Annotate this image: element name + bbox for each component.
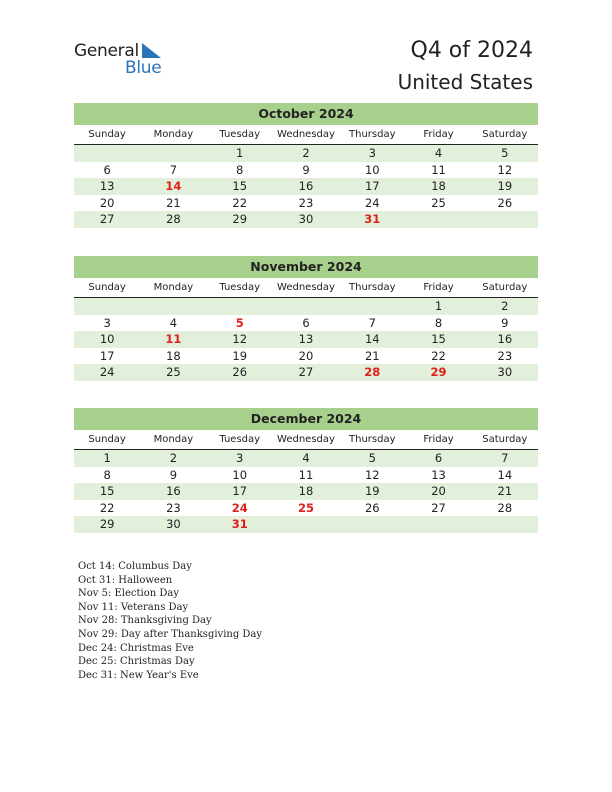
logo-triangle-icon [142, 43, 162, 59]
weekday-label: Sunday [88, 129, 126, 140]
month-title: December 2024 [74, 408, 538, 430]
day-cell: 21 [364, 348, 380, 363]
holiday-day-cell: 31 [364, 212, 381, 226]
holiday-list-item: Nov 5: Election Day [78, 588, 180, 600]
day-cell: 27 [99, 212, 115, 226]
day-cell: 11 [431, 162, 446, 177]
day-cell [339, 298, 405, 315]
weekday-label: Thursday [349, 434, 396, 445]
day-cell: 18 [166, 348, 181, 363]
day-cell: 17 [99, 348, 115, 363]
day-cell: 7 [501, 451, 509, 465]
day-cell: 22 [99, 500, 115, 515]
day-cell: 24 [99, 365, 115, 379]
holiday-day-cell: 5 [235, 315, 244, 330]
holiday-day-cell: 29 [430, 365, 447, 379]
holiday-day-cell: 14 [165, 179, 182, 193]
weekday-header-row [74, 127, 538, 145]
day-cell: 11 [298, 467, 314, 482]
day-cell: 20 [99, 195, 115, 210]
day-cell: 12 [497, 162, 513, 177]
day-cell: 15 [99, 484, 115, 498]
day-cell: 20 [431, 484, 446, 498]
day-cell: 28 [166, 212, 181, 226]
week-row [74, 467, 538, 484]
weekday-label: Wednesday [277, 129, 335, 140]
day-cell [140, 145, 206, 162]
holiday-list-item: Nov 29: Day after Thanksgiving Day [78, 628, 263, 640]
day-cell: 2 [169, 451, 178, 465]
weekday-label: Saturday [482, 434, 528, 445]
day-cell: 5 [501, 146, 509, 160]
weekday-label: Friday [423, 282, 454, 293]
day-cell: 23 [166, 500, 181, 515]
month-title: October 2024 [74, 103, 538, 125]
week-row [74, 516, 538, 533]
day-cell: 19 [497, 179, 513, 193]
day-cell: 29 [99, 517, 115, 531]
day-cell: 4 [169, 315, 178, 330]
week-row [74, 298, 538, 315]
day-cell: 3 [103, 315, 111, 330]
day-cell: 29 [232, 212, 248, 226]
day-cell: 20 [298, 348, 314, 363]
day-cell: 26 [232, 365, 248, 379]
day-cell: 21 [166, 195, 181, 210]
day-cell: 13 [298, 332, 314, 346]
holiday-list-item: Dec 24: Christmas Eve [78, 642, 194, 654]
weekday-header-row [74, 432, 538, 450]
day-cell: 6 [302, 315, 310, 330]
day-cell: 1 [434, 299, 443, 313]
day-cell: 1 [103, 451, 111, 465]
day-cell: 10 [364, 162, 380, 177]
day-cell: 7 [169, 162, 178, 177]
page-subtitle: United States [397, 70, 533, 94]
day-cell: 6 [434, 451, 443, 465]
weekday-label: Sunday [88, 282, 126, 293]
day-cell: 3 [368, 146, 376, 160]
day-cell: 14 [364, 332, 380, 346]
holiday-list-item: Nov 28: Thanksgiving Day [78, 615, 212, 627]
holiday-day-cell: 28 [364, 365, 381, 379]
page-title: Q4 of 2024 [410, 38, 533, 63]
weekday-label: Wednesday [277, 434, 335, 445]
holiday-day-cell: 11 [165, 332, 182, 346]
day-cell: 4 [302, 451, 310, 465]
day-cell [405, 211, 471, 228]
day-cell [273, 516, 339, 533]
holiday-list-item: Nov 11: Veterans Day [78, 601, 189, 613]
day-cell [207, 298, 273, 315]
holiday-list-item: Dec 25: Christmas Day [78, 656, 195, 668]
day-cell [472, 211, 538, 228]
day-cell: 4 [434, 146, 443, 160]
day-cell: 26 [364, 500, 380, 515]
day-cell: 14 [497, 467, 513, 482]
weekday-label: Thursday [349, 129, 396, 140]
day-cell [74, 298, 140, 315]
day-cell [273, 298, 339, 315]
day-cell: 12 [232, 332, 248, 346]
day-cell [405, 516, 471, 533]
week-row [74, 211, 538, 228]
logo-text-general: General [74, 41, 139, 61]
weekday-label: Friday [423, 129, 454, 140]
holiday-day-cell: 24 [231, 500, 248, 515]
day-cell: 30 [166, 517, 181, 531]
day-cell [140, 298, 206, 315]
weekday-header-row [74, 280, 538, 298]
month-title: November 2024 [74, 256, 538, 278]
day-cell: 9 [501, 315, 509, 330]
month-october [74, 103, 538, 228]
weekday-label: Tuesday [219, 129, 261, 140]
day-cell: 16 [298, 179, 314, 193]
day-cell: 19 [364, 484, 380, 498]
brand-logo [74, 40, 174, 80]
day-cell: 28 [497, 500, 513, 515]
day-cell: 12 [364, 467, 380, 482]
day-cell: 16 [166, 484, 181, 498]
week-row [74, 500, 538, 517]
day-cell: 27 [298, 365, 314, 379]
day-cell: 24 [364, 195, 380, 210]
weekday-label: Monday [153, 282, 194, 293]
day-cell: 2 [302, 146, 310, 160]
logo-text-blue: Blue [125, 58, 162, 78]
holiday-day-cell: 31 [231, 517, 248, 531]
day-cell: 18 [298, 484, 314, 498]
week-row [74, 195, 538, 212]
holiday-list-item: Oct 14: Columbus Day [78, 561, 192, 572]
day-cell: 13 [99, 179, 115, 193]
day-cell: 25 [166, 365, 181, 379]
day-cell: 8 [103, 467, 111, 482]
week-row [74, 145, 538, 162]
day-cell: 30 [497, 365, 513, 379]
day-cell: 22 [232, 195, 248, 210]
day-cell: 3 [236, 451, 244, 465]
month-november [74, 256, 538, 381]
holiday-day-cell: 25 [297, 500, 314, 515]
day-cell: 13 [431, 467, 446, 482]
day-cell: 21 [497, 484, 513, 498]
weekday-label: Monday [153, 434, 194, 445]
day-cell: 30 [298, 212, 314, 226]
day-cell: 2 [501, 299, 509, 313]
day-cell: 22 [431, 348, 446, 363]
day-cell [339, 516, 405, 533]
day-cell: 7 [368, 315, 376, 330]
day-cell: 15 [232, 179, 248, 193]
day-cell: 27 [431, 500, 446, 515]
day-cell: 8 [236, 162, 244, 177]
day-cell [472, 516, 538, 533]
day-cell: 19 [232, 348, 248, 363]
day-cell: 23 [497, 348, 513, 363]
weekday-label: Saturday [482, 129, 528, 140]
holiday-list [78, 560, 262, 682]
weekday-label: Saturday [482, 282, 528, 293]
day-cell [74, 145, 140, 162]
holiday-list-item: Dec 31: New Year's Eve [78, 669, 199, 681]
week-row [74, 178, 538, 195]
day-cell: 23 [298, 195, 314, 210]
week-row [74, 450, 538, 467]
month-december [74, 408, 538, 533]
day-cell: 15 [431, 332, 446, 346]
day-cell: 8 [434, 315, 443, 330]
day-cell: 17 [364, 179, 380, 193]
week-row [74, 483, 538, 500]
day-cell: 25 [431, 195, 446, 210]
weekday-label: Friday [423, 434, 454, 445]
weekday-label: Sunday [88, 434, 126, 445]
weekday-label: Tuesday [219, 282, 261, 293]
weekday-label: Thursday [349, 282, 396, 293]
week-row [74, 162, 538, 179]
day-cell: 9 [169, 467, 178, 482]
day-cell: 1 [236, 146, 244, 160]
week-row [74, 315, 538, 332]
day-cell: 17 [232, 484, 248, 498]
day-cell: 16 [497, 332, 513, 346]
weekday-label: Tuesday [219, 434, 261, 445]
day-cell: 5 [368, 451, 376, 465]
day-cell: 10 [232, 467, 248, 482]
week-row [74, 331, 538, 348]
day-cell: 9 [302, 162, 310, 177]
day-cell: 18 [431, 179, 446, 193]
day-cell: 10 [99, 332, 115, 346]
day-cell: 6 [103, 162, 111, 177]
weekday-label: Monday [153, 129, 194, 140]
week-row [74, 348, 538, 365]
week-row [74, 364, 538, 381]
holiday-list-item: Oct 31: Halloween [78, 574, 173, 586]
weekday-label: Wednesday [277, 282, 335, 293]
day-cell: 26 [497, 195, 513, 210]
